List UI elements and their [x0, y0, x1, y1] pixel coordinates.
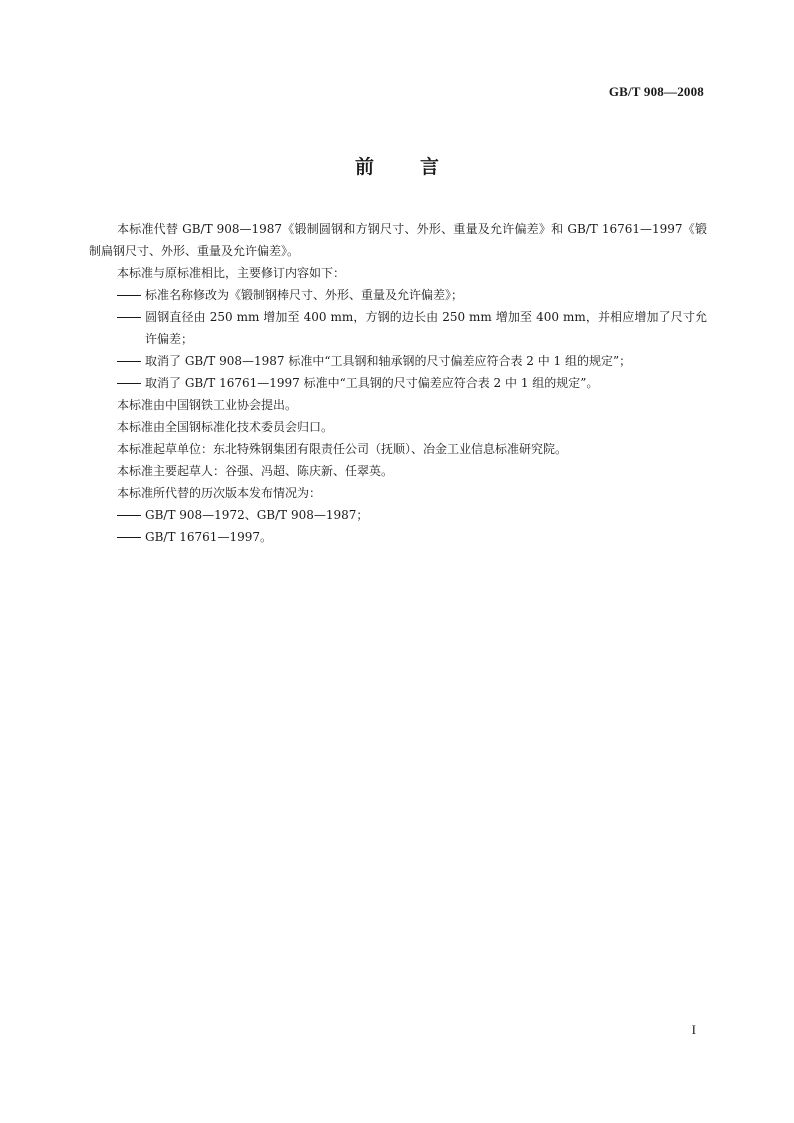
change-item: 圆钢直径由 250 mm 增加至 400 mm，方钢的边长由 250 mm 增加至 400 mm，并相应增加了尺寸允许偏差；: [89, 306, 707, 350]
paragraph-history-intro: 本标准所代替的历次版本发布情况为：: [117, 486, 322, 500]
change-item: 取消了 GB/T 16761—1997 标准中“工具钢的尺寸偏差应符合表 2 中 1 组的规定”。: [89, 372, 707, 394]
paragraph-centralized-by: 本标准由全国钢标准化技术委员会归口。: [117, 420, 334, 434]
page-number: I: [691, 1022, 696, 1037]
title-char-1: 前: [354, 156, 374, 178]
history-item: GB/T 16761—1997。: [89, 526, 707, 548]
paragraph-changes-intro: 本标准与原标准相比，主要修订内容如下：: [117, 266, 346, 280]
title-char-2: 言: [420, 156, 440, 178]
paragraph-proposed-by: 本标准由中国钢铁工业协会提出。: [117, 398, 298, 412]
history-item: GB/T 908—1972、GB/T 908—1987；: [89, 504, 707, 526]
paragraph-replaces: 本标准代替 GB/T 908—1987《锻制圆钢和方钢尺寸、外形、重量及允许偏差》和 GB/T 16761—1997《锻制扁钢尺寸、外形、重量及允许偏差》。: [89, 222, 707, 258]
paragraph-drafters: 本标准主要起草人：谷强、冯超、陈庆新、任翠英。: [117, 464, 394, 478]
page-title: [0, 152, 794, 179]
change-item: 取消了 GB/T 908—1987 标准中“工具钢和轴承钢的尺寸偏差应符合表 2 中 1 组的规定”；: [89, 350, 707, 372]
standard-code: GB/T 908—2008: [608, 84, 704, 99]
foreword-body: [89, 218, 707, 548]
change-item: 标准名称修改为《锻制钢棒尺寸、外形、重量及允许偏差》；: [89, 284, 707, 306]
paragraph-drafting-units: 本标准起草单位：东北特殊钢集团有限责任公司（抚顺）、冶金工业信息标准研究院。: [117, 442, 568, 456]
